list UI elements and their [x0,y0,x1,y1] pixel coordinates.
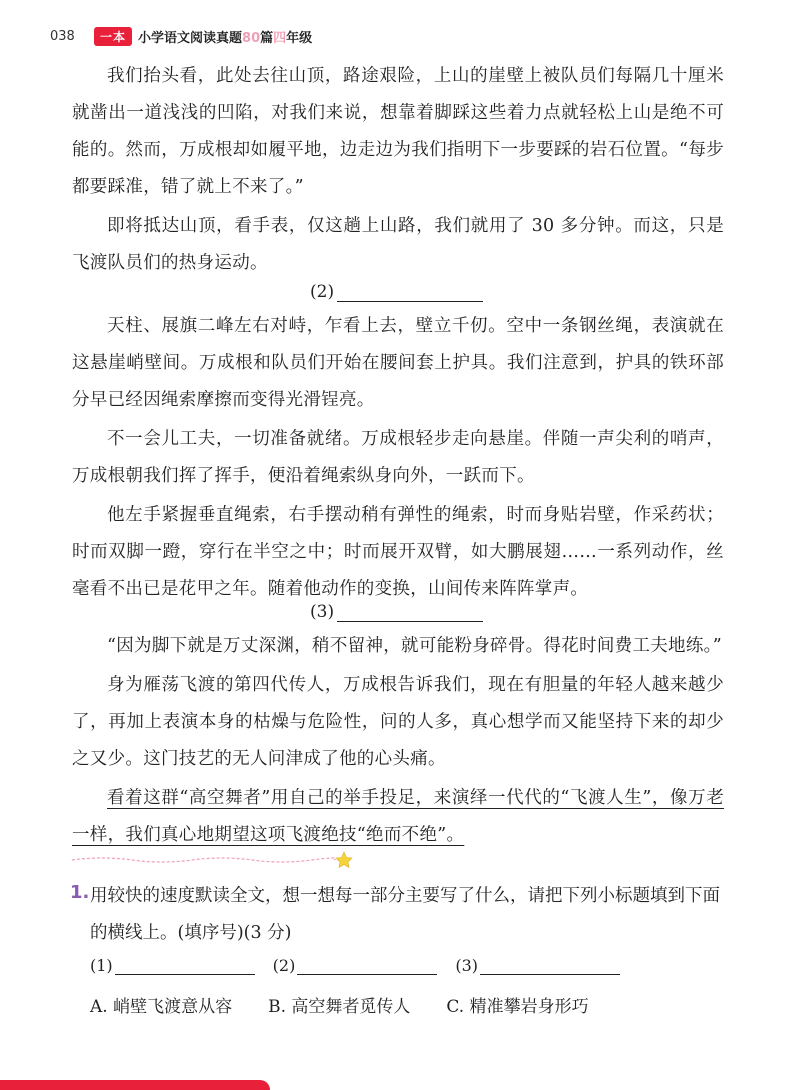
answer-blank-1[interactable]: (1) [90,956,255,975]
footer-bar [0,1080,270,1090]
option-c: C. 精准攀岩身形巧 [446,997,589,1017]
fill-line[interactable] [337,281,483,302]
subtitle-blank-3: (3) [310,592,483,622]
option-a: A. 峭壁飞渡意从容 [90,997,233,1017]
option-b: B. 高空舞者觅传人 [268,997,411,1017]
passage-part-1 [72,58,724,282]
answer-blank-2[interactable]: (2) [273,956,438,975]
paragraph: 天柱、展旗二峰左右对峙，乍看上去，壁立千仞。空中一条钢丝绳，表演就在这悬崖峭壁间。万成根和队员们开始在腰间套上护具。我们注意到，护具的铁环部分早已经因绳索摩擦而变得光滑锃亮。 [72,316,724,410]
series-title: 小学语文阅读真题80篇四年级 [138,30,313,46]
subtitle-blank-2: (2) [310,272,483,302]
question-number: 1. [70,882,90,903]
passage-part-3 [72,628,724,854]
page-header [50,24,312,48]
paragraph: 即将抵达山顶，看手表，仅这趟上山路，我们就用了 30 多分钟。而这，只是飞渡队员们的热身运动。 [72,216,724,273]
paragraph: 身为雁荡飞渡的第四代传人，万成根告诉我们，现在有胆量的年轻人越来越少了，再加上表演本身的枯燥与危险性，问的人多，真心想学而又能坚持下来的却少之又少。这门技艺的无人问津成了他的心头痛。 [72,675,724,769]
answer-blank-3[interactable]: (3) [455,956,620,975]
paragraph: 他左手紧握垂直绳索，右手摆动稍有弹性的绳索，时而身贴岩壁，作采药状；时而双脚一蹬，穿行在半空之中；时而展开双臂，如大鹏展翅……一系列动作，丝毫看不出已是花甲之年。随着他动作的变换，山间传来阵阵掌声。 [72,505,724,599]
fill-line[interactable] [337,601,483,622]
answer-options [90,992,625,1017]
decorative-divider [72,848,362,868]
star-icon [336,852,352,868]
brand-logo: 一本 [94,27,132,46]
question-1 [72,878,724,952]
underlined-paragraph: 看着这群“高空舞者”用自己的举手投足，来演绎一代代的“飞渡人生”，像万老一样，我们真心地期望这项飞渡绝技“绝而不绝”。 [72,788,724,845]
page-number: 038 [50,28,75,44]
question-text: 用较快的速度默读全文，想一想每一部分主要写了什么，请把下列小标题填到下面的横线上。(填序号)(3 分) [90,886,720,943]
paragraph: 不一会儿工夫，一切准备就绪。万成根轻步走向悬崖。伴随一声尖利的哨声，万成根朝我们挥了挥手，便沿着绳索纵身向外，一跃而下。 [72,429,724,486]
paragraph: “因为脚下就是万丈深渊，稍不留神，就可能粉身碎骨。得花时间费工夫地练。” [107,636,722,656]
paragraph: 我们抬头看，此处去往山顶，路途艰险，上山的崖壁上被队员们每隔几十厘米就凿出一道浅浅的凹陷，对我们来说，想靠着脚踩这些着力点就轻松上山是绝不可能的。然而，万成根却如履平地，边走边为我们指明下一步要踩的岩石位置。“每步都要踩准，错了就上不来了。” [72,66,724,197]
answer-blanks [90,956,638,975]
passage-part-2 [72,308,724,608]
